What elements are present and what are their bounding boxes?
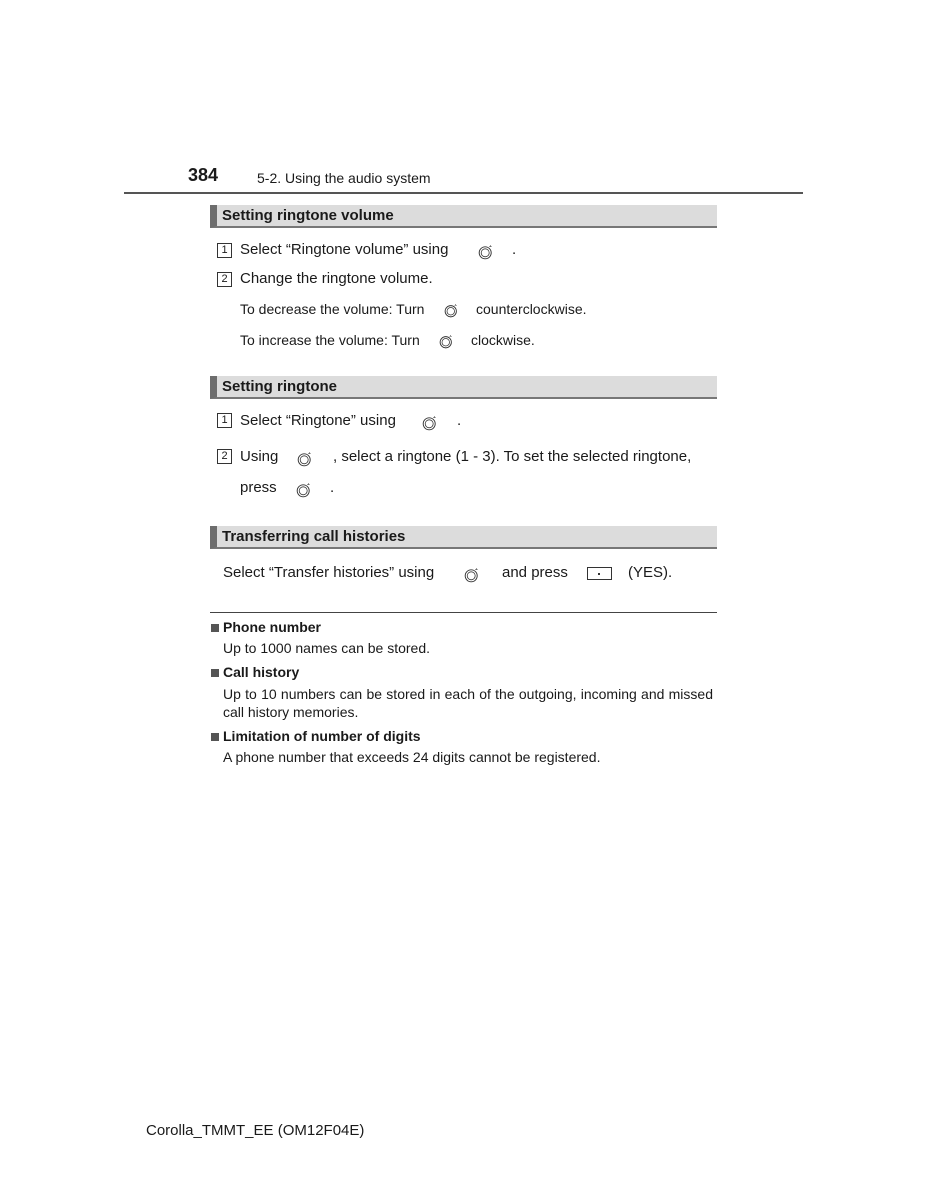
header-divider [124, 192, 803, 194]
square-bullet-icon [211, 669, 219, 677]
section-heading-transfer [210, 526, 717, 549]
tune-select-dial-icon [444, 303, 459, 318]
note-body: Up to 10 numbers can be stored in each of the outgoing, incoming and missed call history memories. [223, 686, 713, 720]
phone-key-icon [587, 567, 612, 580]
note-heading [211, 664, 299, 680]
step-text-end: . [512, 241, 517, 258]
instruction-decrease-end: counterclockwise. [476, 301, 587, 317]
instruction-increase-end: clockwise. [471, 332, 535, 348]
tune-select-dial-icon [422, 415, 438, 431]
note-title: Call history [223, 664, 300, 680]
square-bullet-icon [211, 733, 219, 741]
note-title: Phone number [223, 619, 322, 635]
step-number: 2 [217, 272, 232, 287]
step-text-end: . [457, 412, 462, 429]
square-bullet-icon [211, 624, 219, 632]
step-text-cont: , select a ringtone (1 - 3). To set the selected ringtone, [333, 448, 692, 465]
step-text-line2-end: . [330, 479, 335, 496]
section-title: Transferring call histories [222, 528, 406, 545]
chapter-title: 5-2. Using the audio system [257, 170, 431, 186]
step-number: 2 [217, 449, 232, 464]
instruction-increase: To increase the volume: Turn [240, 332, 420, 348]
notes-divider [210, 612, 717, 613]
tune-select-dial-icon [464, 567, 480, 583]
instruction-decrease: To decrease the volume: Turn [240, 301, 425, 317]
section-title: Setting ringtone [222, 378, 337, 395]
note-body: A phone number that exceeds 24 digits cannot be registered. [223, 749, 601, 765]
step-number: 1 [217, 243, 232, 258]
section-title: Setting ringtone volume [222, 207, 394, 224]
transfer-text-mid: and press [502, 564, 568, 581]
note-title: Limitation of number of digits [223, 728, 421, 744]
section-heading-ringtone-volume [210, 205, 717, 228]
step-text: Change the ringtone volume. [240, 270, 433, 287]
tune-select-dial-icon [439, 334, 454, 349]
page-number: 384 [188, 165, 219, 185]
step-number: 1 [217, 413, 232, 428]
transfer-text-end: (YES). [628, 564, 673, 581]
note-heading [211, 728, 421, 744]
step-text: Select “Ringtone” using [240, 412, 396, 429]
tune-select-dial-icon [296, 482, 312, 498]
section-heading-ringtone [210, 376, 717, 399]
tune-select-dial-icon [478, 244, 494, 260]
tune-select-dial-icon [297, 451, 313, 467]
document-footer: Corolla_TMMT_EE (OM12F04E) [146, 1122, 365, 1139]
step-text-line2: press [240, 479, 277, 496]
step-text: Select “Ringtone volume” using [240, 241, 449, 258]
step-text: Using [240, 448, 279, 465]
note-body: Up to 1000 names can be stored. [223, 640, 431, 656]
note-heading [211, 619, 321, 635]
transfer-text: Select “Transfer histories” using [223, 564, 435, 581]
